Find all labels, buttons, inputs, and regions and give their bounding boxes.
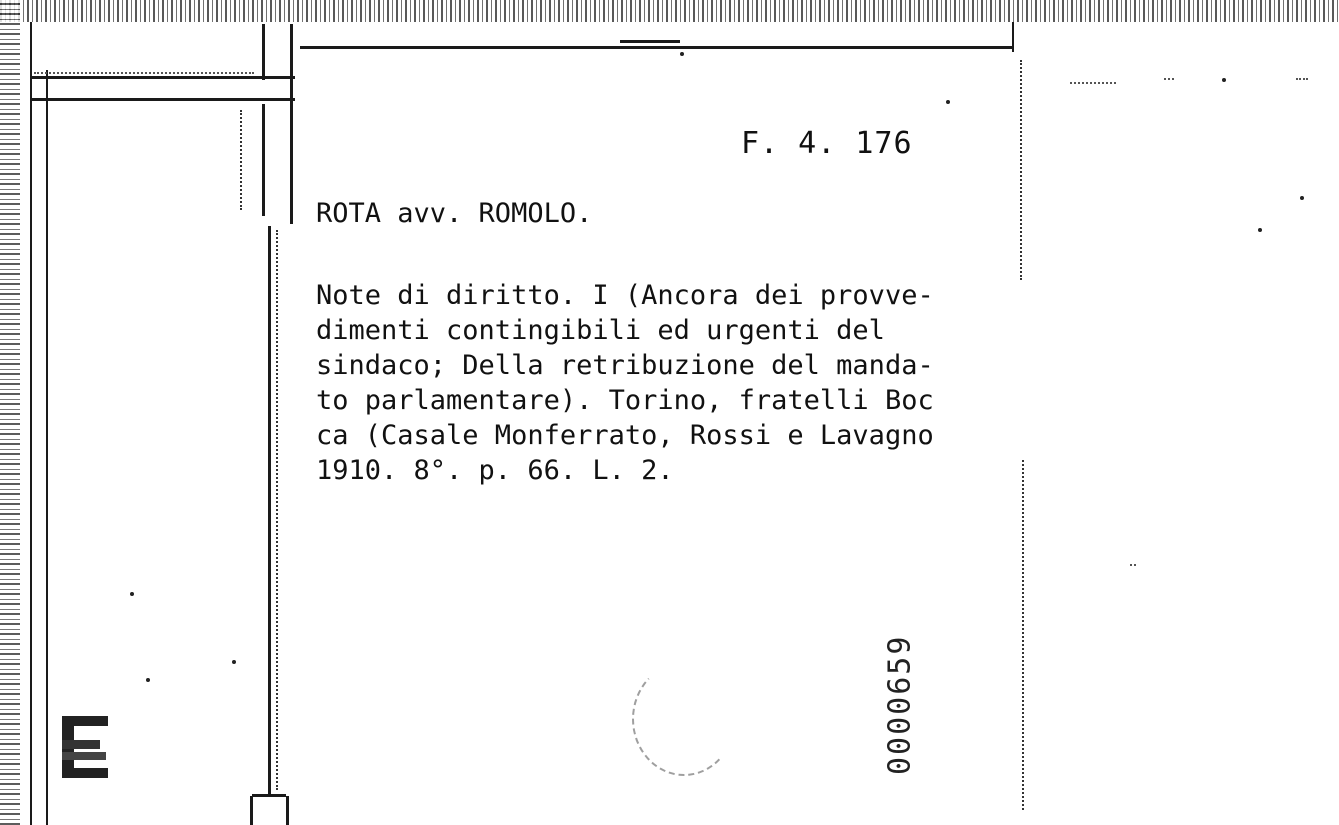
description-line: sindaco; Della retribuzione del manda- xyxy=(316,350,934,381)
scan-speck xyxy=(146,678,150,682)
scan-speck xyxy=(680,52,684,56)
frame-line-horizontal-2 xyxy=(30,98,295,101)
scan-speck xyxy=(130,592,134,596)
inventory-stamp-number: 0000659 xyxy=(882,634,918,776)
frame-line-horizontal-1 xyxy=(30,76,295,79)
bibliographic-description xyxy=(316,278,1016,488)
punch-hole-mark xyxy=(632,662,736,776)
frame-line-left-outer xyxy=(30,22,32,825)
card-edge-left-6 xyxy=(286,796,289,825)
scan-dash xyxy=(1296,78,1308,80)
description-line: 1910. 8°. p. 66. L. 2. xyxy=(316,455,674,486)
scan-speck xyxy=(1222,78,1226,82)
dotted-edge-strip xyxy=(240,110,242,210)
dotted-edge-card-left xyxy=(276,230,278,790)
description-line: ca (Casale Monferrato, Rossi e Lavagno xyxy=(316,420,934,451)
description-line: dimenti contingibili ed urgenti del xyxy=(316,315,885,346)
description-line: to parlamentare). Torino, fratelli Boc xyxy=(316,385,934,416)
card-edge-left-7 xyxy=(250,796,253,825)
scan-dash xyxy=(1130,564,1136,566)
shelfmark: F. 4. 176 xyxy=(741,126,913,161)
dotted-edge-top xyxy=(34,72,254,74)
e-shaped-mark xyxy=(62,716,110,778)
frame-line-left-inner xyxy=(46,70,48,825)
frame-line-right-top xyxy=(1012,22,1014,52)
card-edge-left-3 xyxy=(268,226,271,796)
scan-border-top xyxy=(0,0,1339,22)
frame-line-top xyxy=(300,46,1014,49)
card-edge-left-4 xyxy=(262,104,265,216)
card-edge-left-1 xyxy=(262,24,265,80)
scan-speck xyxy=(1300,196,1304,200)
author-heading: ROTA avv. ROMOLO. xyxy=(316,198,593,229)
card-edge-left-5 xyxy=(252,794,286,797)
scan-speck xyxy=(946,100,950,104)
scan-border-left xyxy=(0,0,20,825)
description-line: Note di diritto. I (Ancora dei provve- xyxy=(316,280,934,311)
scan-dash xyxy=(1070,82,1116,84)
dotted-edge-right-lower xyxy=(1022,460,1024,810)
scan-dash xyxy=(1164,78,1174,80)
scan-speck xyxy=(232,660,236,664)
dotted-edge-right xyxy=(1020,60,1022,280)
scan-speck xyxy=(1258,228,1262,232)
card-edge-left-2 xyxy=(290,24,293,224)
scan-mark-top xyxy=(620,40,680,43)
